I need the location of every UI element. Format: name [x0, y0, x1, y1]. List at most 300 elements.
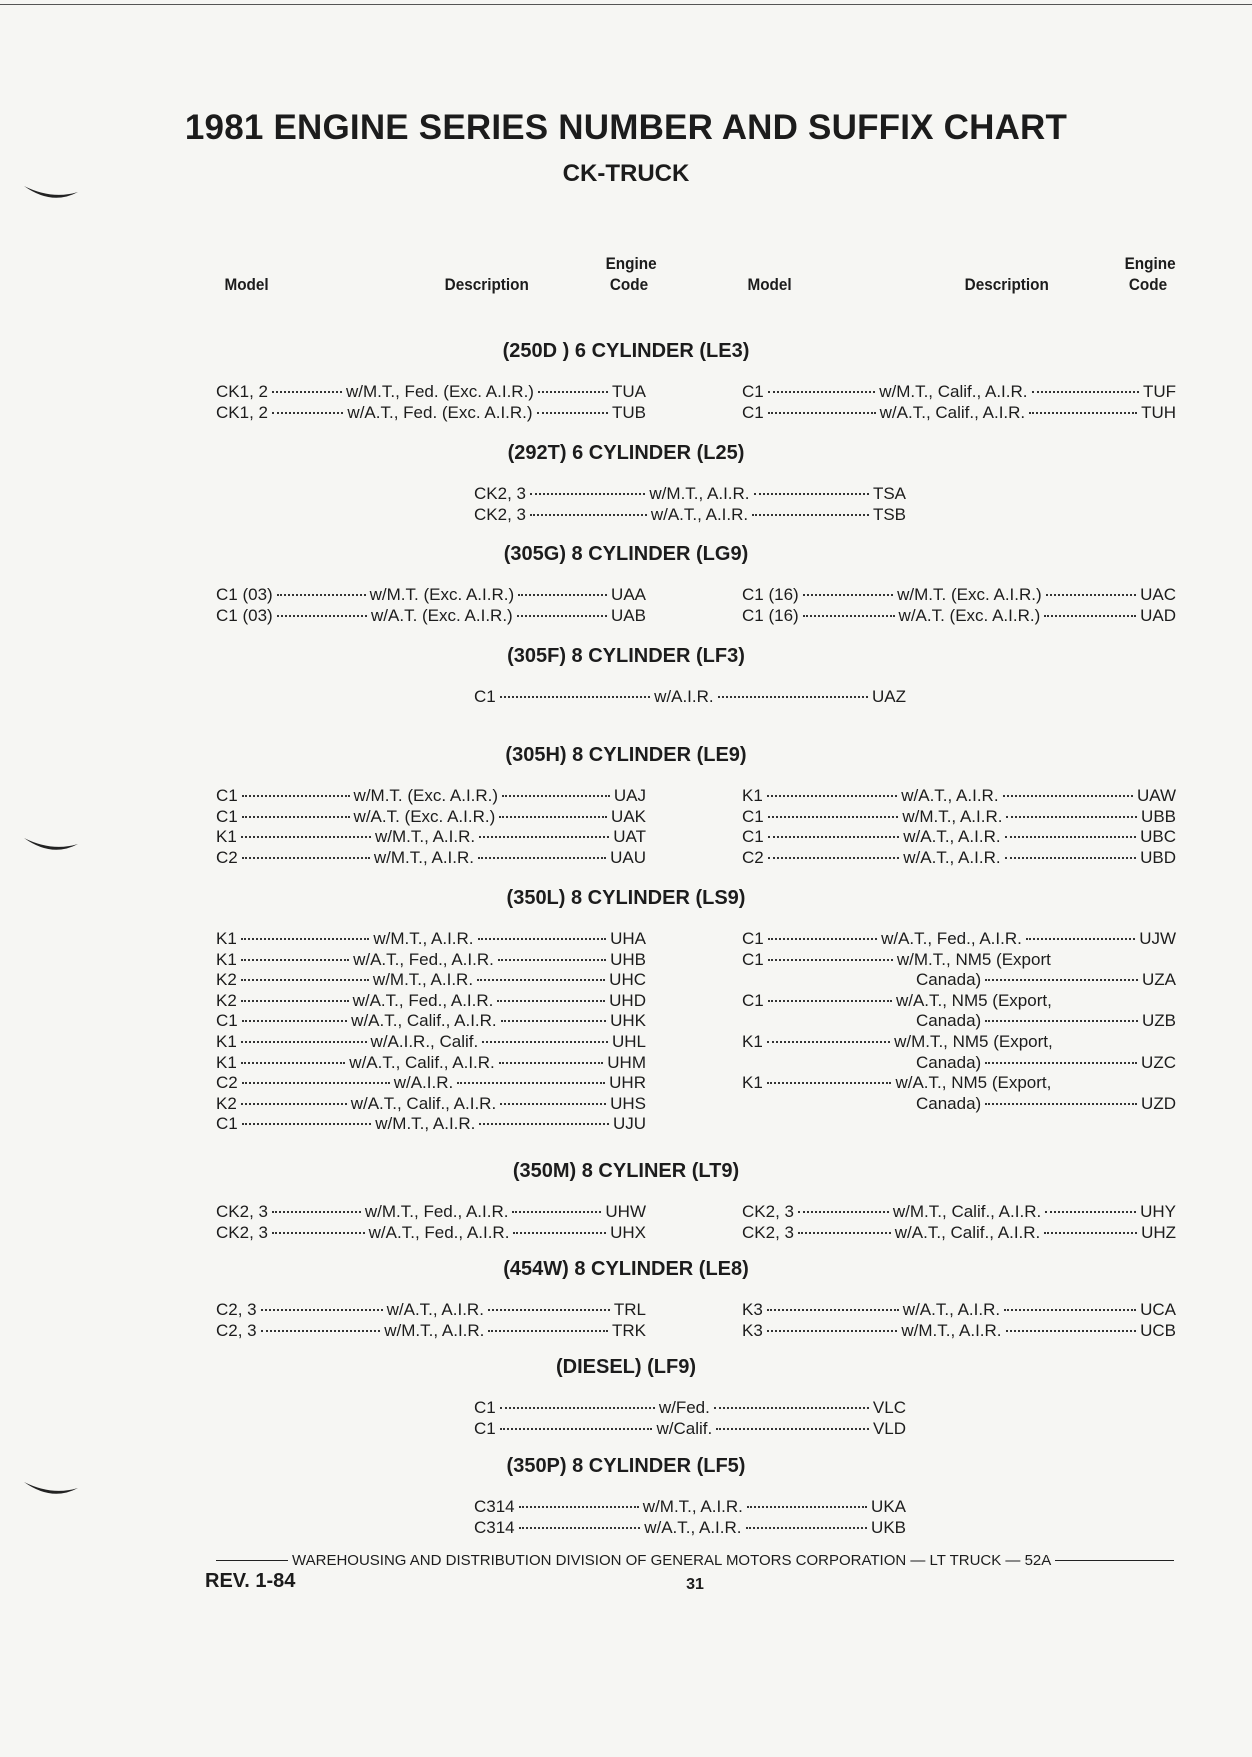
dot-leader [519, 1506, 639, 1508]
model-cell: K1 [742, 1073, 763, 1093]
dot-leader [768, 816, 899, 818]
model-cell: C1 [742, 402, 764, 422]
dot-leader [272, 1232, 365, 1234]
description-cell: w/M.T., A.I.R. [384, 1320, 485, 1340]
model-cell: C314 [474, 1497, 515, 1516]
description-cell: w/M.T., A.I.R. [642, 1497, 743, 1516]
description-continuation [916, 1053, 1176, 1073]
dot-leader [716, 1428, 869, 1430]
description-cell: w/A.T. (Exc. A.I.R.) [371, 605, 513, 625]
description-cell: w/A.T., Fed., A.I.R. [368, 1222, 510, 1242]
description-cell-cont: Canada) [916, 1011, 982, 1031]
description-cell: w/M.T., Fed. (Exc. A.I.R.) [346, 382, 534, 401]
table-row [474, 1398, 906, 1418]
dot-leader [517, 615, 607, 617]
dot-leader [767, 1041, 890, 1043]
dot-leader [519, 1527, 641, 1529]
dot-leader [261, 1309, 383, 1311]
engine-code-cell: VLC [872, 1398, 906, 1417]
dot-leader [499, 1062, 604, 1064]
model-cell: K1 [216, 949, 237, 969]
table-row [216, 991, 646, 1011]
model-cell: C1 [742, 929, 764, 948]
model-cell: CK2, 3 [474, 484, 526, 503]
dot-leader [1026, 938, 1135, 940]
engine-code-cell: UJW [1139, 929, 1177, 948]
table-row [474, 1518, 906, 1538]
engine-code-cell: UBD [1140, 847, 1177, 867]
page-title: 1981 ENGINE SERIES NUMBER AND SUFFIX CHART [184, 108, 1068, 147]
model-cell: K2 [216, 970, 237, 990]
model-cell: K3 [742, 1320, 763, 1340]
table-row [216, 1011, 646, 1031]
description-cell: w/Fed. [658, 1398, 710, 1417]
dot-leader [513, 1232, 606, 1234]
dot-leader [768, 938, 877, 940]
description-cell: w/M.T., A.I.R. [901, 1320, 1002, 1340]
engine-code-cell: UZC [1141, 1052, 1176, 1072]
description-cell: w/M.T., NM5 (Export [896, 949, 1051, 969]
header-engine-code [605, 253, 657, 295]
section-title: (DIESEL) (LF9) [556, 1356, 696, 1378]
model-cell: CK2, 3 [742, 1202, 794, 1221]
model-cell: CK2, 3 [216, 1202, 268, 1221]
model-cell: C2, 3 [216, 1300, 257, 1319]
table-row [216, 1032, 646, 1052]
engine-code-cell: TSB [872, 504, 907, 524]
description-cell: w/A.T. (Exc. A.I.R.) [353, 806, 496, 826]
engine-code-cell: UBC [1140, 827, 1177, 847]
engine-code-cell: TRL [613, 1300, 647, 1319]
table-row [216, 970, 646, 990]
model-cell: C314 [474, 1517, 515, 1537]
model-cell: C1 [742, 949, 764, 969]
dot-leader [747, 1506, 867, 1508]
dot-leader [752, 514, 869, 516]
dot-leader [242, 816, 350, 818]
dot-leader [241, 938, 370, 940]
description-cell: w/M.T., Calif., A.I.R. [879, 382, 1028, 401]
model-cell: K1 [742, 786, 763, 805]
footer-line [212, 1552, 1178, 1569]
description-cell: w/M.T., A.I.R. [375, 1114, 476, 1134]
description-cell: w/A.T., Calif., A.I.R. [349, 1052, 495, 1072]
engine-code-cell: UAC [1140, 585, 1177, 604]
description-cell: w/M.T., A.I.R. [373, 929, 474, 948]
model-cell: CK2, 3 [216, 1222, 268, 1242]
model-cell: C2 [216, 1073, 238, 1093]
engine-code-cell: TRK [612, 1320, 647, 1340]
model-cell: CK1, 2 [216, 382, 268, 401]
engine-code-cell: UBB [1141, 806, 1177, 826]
engine-code-cell: UHK [610, 1011, 646, 1031]
engine-code-cell: UAT [613, 827, 647, 847]
description-cell-cont: Canada) [916, 1052, 982, 1072]
table-row [216, 585, 646, 605]
dot-leader [985, 1062, 1137, 1064]
model-cell: K1 [216, 827, 237, 847]
table-row [742, 950, 1176, 970]
dot-leader [488, 1309, 610, 1311]
dot-leader [261, 1330, 381, 1332]
table-row [474, 687, 906, 707]
description-cell: w/A.T., NM5 (Export, [895, 1073, 1052, 1093]
dot-leader [530, 493, 645, 495]
model-cell: C1 (03) [216, 585, 273, 604]
model-cell: C1 (16) [742, 585, 799, 604]
dot-leader [767, 1309, 899, 1311]
section-title: (292T) 6 CYLINDER (L25) [507, 442, 745, 464]
model-cell: K1 [216, 929, 237, 948]
engine-code-cell: UAB [611, 605, 646, 625]
description-cell-cont: Canada) [916, 970, 982, 990]
engine-code-cell: UAW [1136, 786, 1177, 805]
description-cell: w/A.T., Fed., A.I.R. [881, 929, 1022, 948]
dot-leader [985, 979, 1138, 981]
section-title: (454W) 8 CYLINDER (LE8) [503, 1258, 749, 1280]
header-model-right: Model [747, 275, 792, 294]
description-cell: w/A.T., Calif., A.I.R. [350, 1093, 497, 1113]
dot-leader [767, 1330, 898, 1332]
dot-leader [530, 514, 647, 516]
description-cell: w/A.T., Calif., A.I.R. [894, 1222, 1041, 1242]
dot-leader [241, 836, 371, 838]
model-cell: C1 (03) [216, 605, 273, 625]
dot-leader [482, 1041, 608, 1043]
dot-leader [1045, 1211, 1136, 1213]
table-row [474, 505, 906, 525]
description-continuation [916, 1011, 1176, 1031]
engine-code-cell: UHD [609, 990, 646, 1010]
dot-leader [272, 391, 342, 393]
table-row [742, 991, 1176, 1011]
engine-code-cell: UAU [610, 847, 647, 867]
dot-leader [1006, 816, 1137, 818]
dot-leader [518, 594, 607, 596]
model-cell: C2, 3 [216, 1320, 257, 1340]
model-cell: C1 [474, 1418, 496, 1438]
table-row [742, 403, 1176, 423]
header-engine-code-line1: Engine [605, 254, 657, 273]
description-continuation [916, 970, 1176, 990]
dot-leader [241, 1041, 367, 1043]
binder-hole-mark [22, 832, 80, 858]
dot-leader [746, 1527, 868, 1529]
engine-code-cell: UZD [1141, 1093, 1176, 1113]
dot-leader [241, 1103, 347, 1105]
header-engine-code-line2: Code [609, 275, 649, 294]
dot-leader [1029, 412, 1137, 414]
table-row [742, 848, 1176, 868]
engine-code-cell: UHR [609, 1073, 646, 1093]
dot-leader [768, 391, 875, 393]
dot-leader [272, 1211, 361, 1213]
engine-code-cell: VLD [872, 1418, 907, 1438]
model-cell: C1 [216, 786, 238, 805]
description-cell: w/A.T., Fed. (Exc. A.I.R.) [347, 402, 533, 422]
dot-leader [767, 1082, 892, 1084]
model-cell: CK2, 3 [742, 1222, 794, 1242]
description-cell: w/M.T., Calif., A.I.R. [892, 1202, 1042, 1221]
engine-code-cell: UKB [871, 1517, 907, 1537]
table-row [216, 1094, 646, 1114]
table-row [474, 1419, 906, 1439]
model-cell: C1 (16) [742, 605, 799, 625]
dot-leader [512, 1211, 601, 1213]
table-row [216, 1073, 646, 1093]
dot-leader [768, 836, 900, 838]
table-row [474, 1497, 906, 1517]
model-cell: C1 [474, 687, 496, 706]
model-cell: K3 [742, 1300, 763, 1319]
dot-leader [500, 1103, 606, 1105]
engine-code-cell: UHM [607, 1052, 646, 1072]
table-row [216, 1223, 646, 1243]
header-model: Model [224, 275, 269, 294]
table-row [216, 848, 646, 868]
dot-leader [488, 1330, 608, 1332]
page-subtitle: CK-TRUCK [562, 160, 690, 187]
dot-leader [803, 615, 895, 617]
model-cell: C1 [742, 806, 764, 826]
table-row [742, 929, 1176, 949]
dot-leader [242, 795, 350, 797]
engine-code-cell: UJU [612, 1114, 647, 1134]
description-cell: w/A.T., A.I.R. [903, 827, 1001, 847]
table-row [216, 382, 646, 402]
engine-code-cell: UCA [1140, 1300, 1177, 1319]
section-title: (250D ) 6 CYLINDER (LE3) [502, 340, 750, 362]
model-cell: K1 [216, 1032, 237, 1051]
model-cell: C1 [216, 1011, 238, 1031]
description-cell: w/M.T. (Exc. A.I.R.) [369, 585, 515, 604]
dot-leader [768, 857, 900, 859]
table-row [216, 827, 646, 847]
description-cell: w/A.T., Calif., A.I.R. [351, 1011, 497, 1031]
table-row [216, 1053, 646, 1073]
engine-code-cell: UAJ [613, 786, 646, 805]
engine-code-cell: UZB [1142, 1011, 1176, 1031]
description-cell: w/M.T., A.I.R. [649, 484, 750, 503]
table-row [742, 1032, 1176, 1052]
dot-leader [500, 696, 650, 698]
dot-leader [754, 493, 869, 495]
description-cell: w/M.T. (Exc. A.I.R.) [353, 786, 499, 805]
dot-leader [477, 979, 605, 981]
description-cell: w/A.T., A.I.R. [644, 1517, 742, 1537]
engine-code-cell: UZA [1142, 970, 1176, 990]
dot-leader [499, 816, 607, 818]
engine-code-cell: UAD [1140, 605, 1176, 625]
engine-code-cell: UCB [1140, 1320, 1177, 1340]
dot-leader [985, 1020, 1138, 1022]
header-engine-code-right [1124, 253, 1176, 295]
dot-leader [1003, 795, 1133, 797]
model-cell: C1 [216, 1114, 238, 1134]
model-cell: C2 [742, 847, 764, 867]
footer-rule-left [216, 1560, 288, 1561]
model-cell: C2 [216, 847, 238, 867]
description-cell: w/A.T., Fed., A.I.R. [353, 949, 494, 969]
table-row [742, 827, 1176, 847]
dot-leader [478, 938, 607, 940]
table-row [742, 1223, 1176, 1243]
engine-code-cell: UHX [610, 1222, 646, 1242]
model-cell: CK2, 3 [474, 504, 526, 524]
engine-code-cell: UHW [605, 1202, 646, 1221]
dot-leader [242, 1020, 347, 1022]
dot-leader [241, 979, 369, 981]
table-row [742, 786, 1176, 806]
table-row [216, 950, 646, 970]
dot-leader [714, 1407, 869, 1409]
top-rule [0, 4, 1252, 5]
section-title: (305H) 8 CYLINDER (LE9) [505, 744, 747, 766]
table-row [474, 484, 906, 504]
section-title: (350L) 8 CYLINDER (LS9) [506, 887, 746, 909]
dot-leader [479, 836, 609, 838]
table-row [742, 585, 1176, 605]
model-cell: K1 [216, 1052, 237, 1072]
description-continuation [916, 1094, 1176, 1114]
table-row [742, 606, 1176, 626]
header-description-right: Description [964, 275, 1049, 294]
dot-leader [241, 1000, 349, 1002]
dot-leader [985, 1103, 1137, 1105]
dot-leader [1046, 594, 1136, 596]
engine-code-cell: UKA [871, 1497, 907, 1516]
table-row [742, 1202, 1176, 1222]
table-row [742, 1073, 1176, 1093]
engine-code-cell: UHL [611, 1032, 646, 1051]
dot-leader [1005, 857, 1137, 859]
dot-leader [1005, 836, 1137, 838]
engine-code-cell: UAK [611, 806, 647, 826]
engine-code-cell: UHC [609, 970, 647, 990]
dot-leader [1032, 391, 1139, 393]
engine-code-cell: UAA [611, 585, 647, 604]
table-row [742, 1300, 1176, 1320]
dot-leader [718, 696, 868, 698]
description-cell: w/M.T., NM5 (Export, [894, 1032, 1053, 1051]
table-row [216, 1114, 646, 1134]
dot-leader [242, 1082, 390, 1084]
description-cell-cont: Canada) [916, 1093, 982, 1113]
dot-leader [768, 1000, 892, 1002]
description-cell: w/A.I.R., Calif. [370, 1032, 479, 1051]
table-row [742, 382, 1176, 402]
table-row [216, 807, 646, 827]
description-cell: w/Calif. [656, 1418, 713, 1438]
engine-code-cell: TUH [1141, 402, 1177, 422]
section-title: (350P) 8 CYLINDER (LF5) [506, 1455, 746, 1477]
dot-leader [479, 1123, 609, 1125]
dot-leader [241, 959, 349, 961]
engine-code-cell: TUF [1142, 382, 1176, 401]
section-title: (350M) 8 CYLINER (LT9) [512, 1160, 740, 1182]
revision-label: REV. 1-84 [205, 1570, 296, 1592]
dot-leader [457, 1082, 605, 1084]
description-cell: w/M.T., A.I.R. [373, 847, 474, 867]
model-cell: C1 [742, 382, 764, 401]
table-row [216, 929, 646, 949]
description-cell: w/A.T., Calif., A.I.R. [879, 402, 1026, 422]
dot-leader [803, 594, 893, 596]
dot-leader [242, 857, 370, 859]
engine-code-cell: TSA [872, 484, 907, 503]
description-cell: w/A.T., NM5 (Export, [895, 990, 1052, 1010]
dot-leader [768, 412, 876, 414]
description-cell: w/A.T., A.I.R. [902, 1300, 1001, 1319]
model-cell: C1 [742, 990, 764, 1010]
page-number: 31 [686, 1576, 704, 1593]
model-cell: CK1, 2 [216, 402, 268, 422]
table-row [216, 1321, 646, 1341]
dot-leader [277, 594, 366, 596]
dot-leader [497, 1000, 605, 1002]
description-cell: w/A.T., A.I.R. [650, 504, 749, 524]
description-cell: w/M.T. (Exc. A.I.R.) [897, 585, 1042, 604]
table-row [216, 1300, 646, 1320]
engine-code-cell: UAZ [872, 687, 906, 706]
dot-leader [500, 1428, 653, 1430]
description-cell: w/A.T., Fed., A.I.R. [352, 990, 494, 1010]
dot-leader [241, 1062, 346, 1064]
section-title: (305F) 8 CYLINDER (LF3) [507, 645, 745, 667]
engine-code-cell: TUB [612, 402, 647, 422]
dot-leader [502, 795, 610, 797]
dot-leader [1044, 1232, 1137, 1234]
model-cell: K2 [216, 990, 237, 1010]
engine-code-cell: UHY [1140, 1202, 1177, 1221]
table-row [216, 606, 646, 626]
engine-code-cell: UHS [610, 1093, 646, 1113]
header-engine-code-line1: Engine [1124, 254, 1176, 273]
model-cell: C1 [474, 1398, 496, 1417]
model-cell: C1 [216, 806, 238, 826]
description-cell: w/A.T. (Exc. A.I.R.) [898, 605, 1041, 625]
model-cell: K2 [216, 1093, 237, 1113]
dot-leader [798, 1211, 889, 1213]
description-cell: w/A.I.R. [654, 687, 714, 706]
dot-leader [242, 1123, 372, 1125]
table-row [216, 786, 646, 806]
dot-leader [501, 1020, 606, 1022]
engine-code-cell: TUA [612, 382, 646, 401]
binder-hole-mark [22, 1476, 80, 1502]
table-row [216, 403, 646, 423]
model-cell: K1 [742, 1032, 763, 1051]
description-cell: w/M.T., A.I.R. [902, 806, 1003, 826]
model-cell: C1 [742, 827, 764, 847]
dot-leader [537, 412, 608, 414]
footer-text: WAREHOUSING AND DISTRIBUTION DIVISION OF GENERAL MOTORS CORPORATION — LT TRUCK — 52A [292, 1552, 1052, 1569]
dot-leader [272, 412, 343, 414]
dot-leader [798, 1232, 891, 1234]
table-row [742, 1321, 1176, 1341]
description-cell: w/A.T., A.I.R. [901, 786, 999, 805]
header-description: Description [444, 275, 529, 294]
engine-code-cell: UHA [610, 929, 647, 948]
dot-leader [538, 391, 608, 393]
engine-code-cell: UHZ [1141, 1222, 1177, 1242]
description-cell: w/A.I.R. [393, 1073, 454, 1093]
footer-rule-right [1055, 1560, 1174, 1561]
table-row [742, 807, 1176, 827]
description-cell: w/M.T., A.I.R. [372, 970, 474, 990]
dot-leader [767, 795, 897, 797]
description-cell: w/A.T., A.I.R. [903, 847, 1001, 867]
